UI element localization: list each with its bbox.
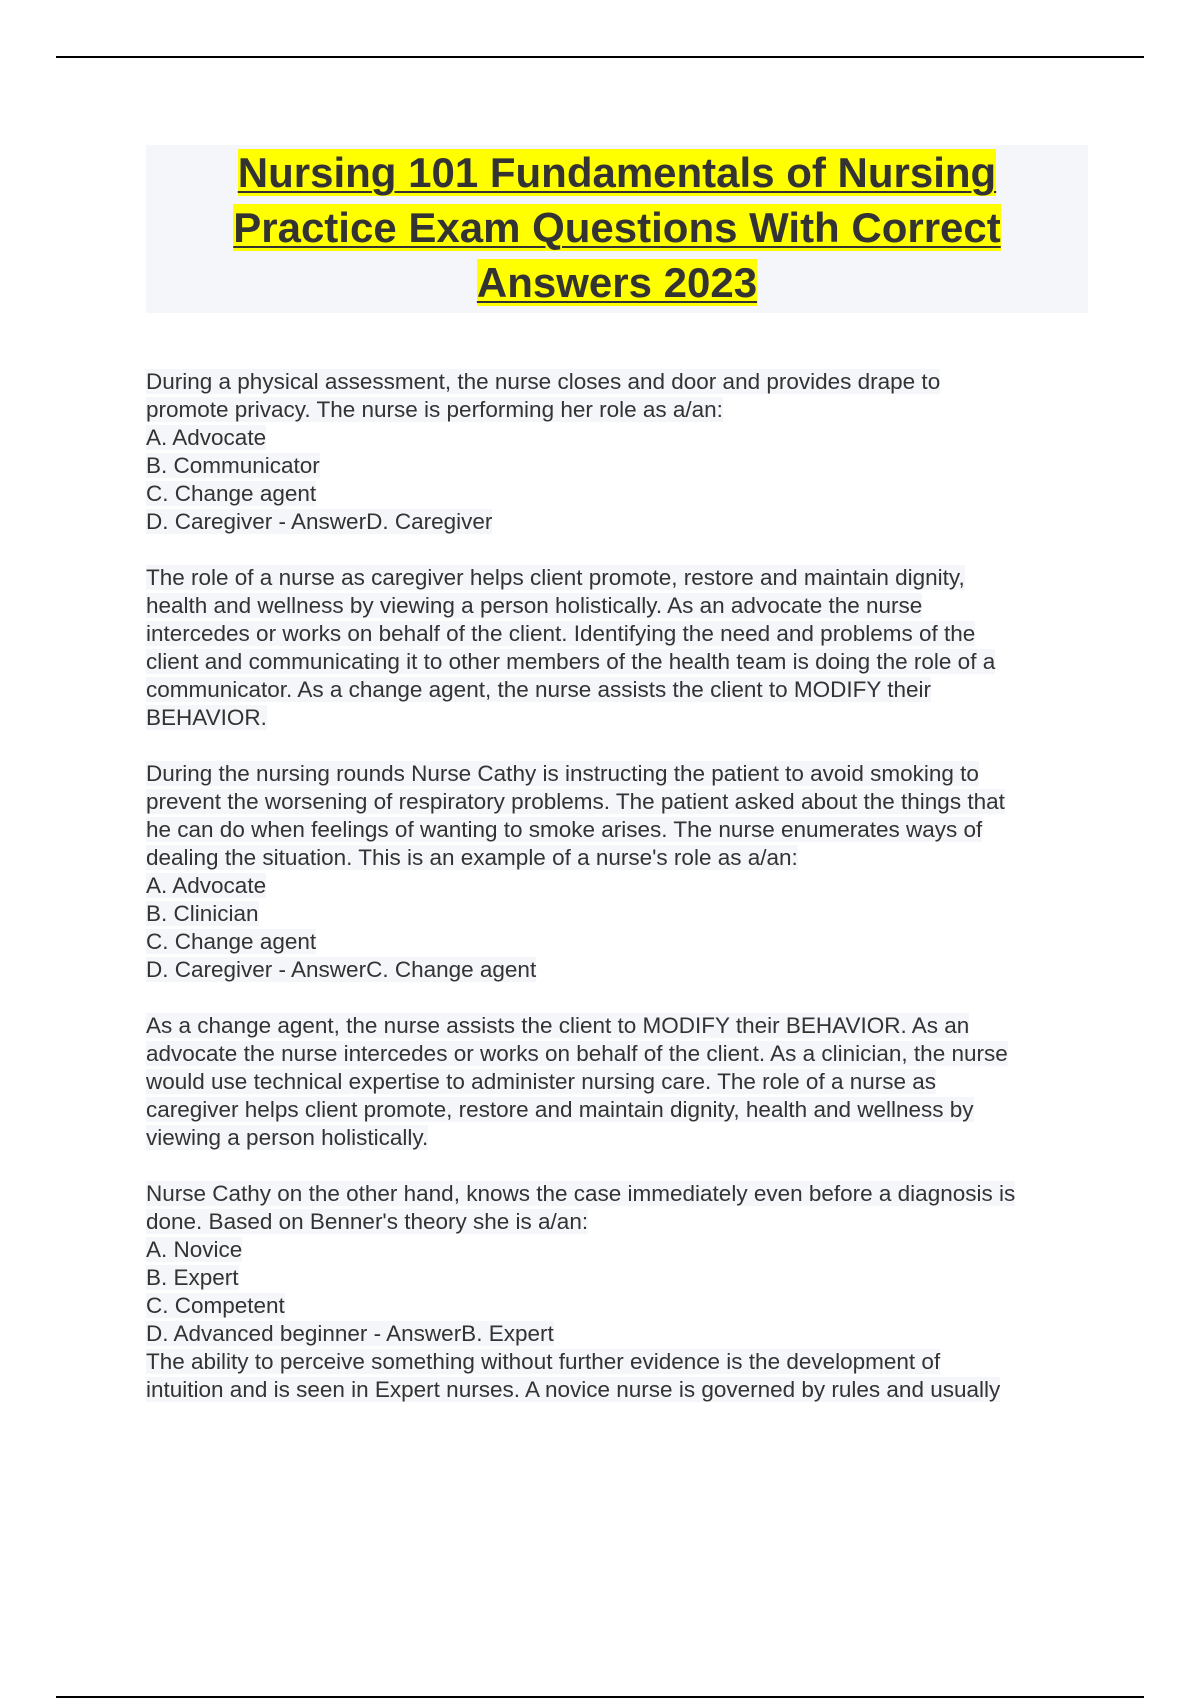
text-line: The role of a nurse as caregiver helps client promote, restore and maintain dignity, xyxy=(146,565,965,590)
option-b: B. Expert xyxy=(146,1265,239,1290)
option-c: C. Change agent xyxy=(146,481,317,506)
text-line: BEHAVIOR. xyxy=(146,705,267,730)
text-line: promote privacy. The nurse is performing her role as a/an: xyxy=(146,397,723,422)
rationale-1 xyxy=(146,564,1088,732)
text-line: he can do when feelings of wanting to smoke arises. The nurse enumerates ways of xyxy=(146,817,983,842)
rationale-text-line: intuition and is seen in Expert nurses. A novice nurse is governed by rules and usually xyxy=(146,1377,1001,1402)
title-line-2: Practice Exam Questions With Correct xyxy=(233,204,1001,251)
option-d-answer: D. Caregiver - AnswerD. Caregiver xyxy=(146,509,493,534)
text-line: Nurse Cathy on the other hand, knows the case immediately even before a diagnosis is xyxy=(146,1181,1016,1206)
document-body xyxy=(146,368,1088,1404)
option-a: A. Advocate xyxy=(146,425,267,450)
text-line: intercedes or works on behalf of the client. Identifying the need and problems of the xyxy=(146,621,976,646)
title-line-3: Answers 2023 xyxy=(476,259,758,306)
text-line: viewing a person holistically. xyxy=(146,1125,429,1150)
text-line: prevent the worsening of respiratory problems. The patient asked about the things that xyxy=(146,789,1005,814)
option-b: B. Communicator xyxy=(146,453,320,478)
question-2 xyxy=(146,760,1088,984)
text-line: communicator. As a change agent, the nurse assists the client to MODIFY their xyxy=(146,677,931,702)
text-line: caregiver helps client promote, restore and maintain dignity, health and wellness by xyxy=(146,1097,974,1122)
spacer xyxy=(146,536,1088,564)
option-c: C. Competent xyxy=(146,1293,285,1318)
document-title xyxy=(146,145,1088,313)
spacer xyxy=(146,1152,1088,1180)
text-line: As a change agent, the nurse assists the client to MODIFY their BEHAVIOR. As an xyxy=(146,1013,970,1038)
text-line: During the nursing rounds Nurse Cathy is instructing the patient to avoid smoking to xyxy=(146,761,979,786)
question-3 xyxy=(146,1180,1088,1404)
question-1 xyxy=(146,368,1088,536)
text-line: client and communicating it to other members of the health team is doing the role of a xyxy=(146,649,996,674)
text-line: dealing the situation. This is an example of a nurse's role as a/an: xyxy=(146,845,798,870)
text-line: advocate the nurse intercedes or works on behalf of the client. As a clinician, the nurse xyxy=(146,1041,1008,1066)
option-a: A. Advocate xyxy=(146,873,267,898)
option-c: C. Change agent xyxy=(146,929,317,954)
spacer xyxy=(146,732,1088,760)
spacer xyxy=(146,984,1088,1012)
rationale-text-line: The ability to perceive something without further evidence is the development of xyxy=(146,1349,941,1374)
option-d-answer: D. Advanced beginner - AnswerB. Expert xyxy=(146,1321,554,1346)
text-line: During a physical assessment, the nurse closes and door and provides drape to xyxy=(146,369,941,394)
text-line: health and wellness by viewing a person holistically. As an advocate the nurse xyxy=(146,593,923,618)
title-line-1: Nursing 101 Fundamentals of Nursing xyxy=(237,149,997,196)
option-b: B. Clinician xyxy=(146,901,259,926)
top-rule xyxy=(56,56,1144,58)
rationale-2 xyxy=(146,1012,1088,1152)
option-d-answer: D. Caregiver - AnswerC. Change agent xyxy=(146,957,537,982)
text-line: done. Based on Benner's theory she is a/an: xyxy=(146,1209,589,1234)
text-line: would use technical expertise to administer nursing care. The role of a nurse as xyxy=(146,1069,937,1094)
bottom-rule xyxy=(56,1696,1144,1698)
option-a: A. Novice xyxy=(146,1237,243,1262)
